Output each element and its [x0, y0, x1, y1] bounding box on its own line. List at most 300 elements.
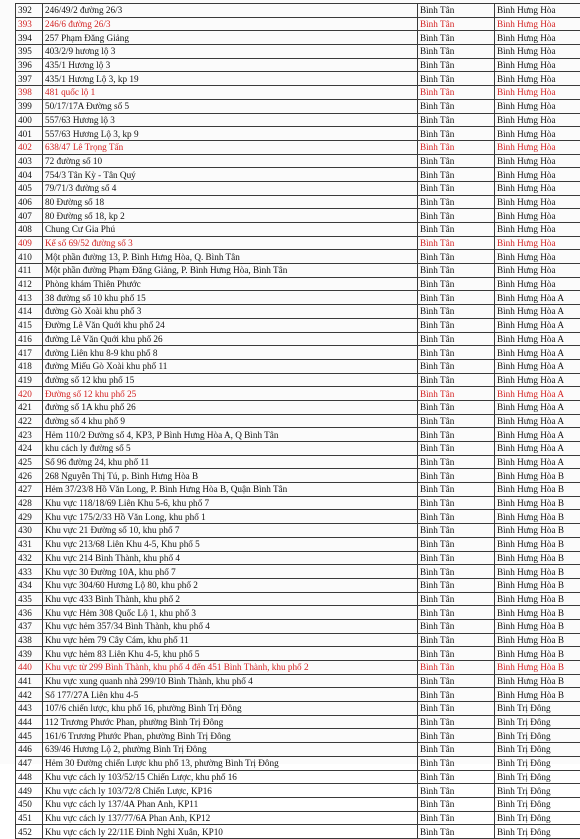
table-row	[16, 537, 580, 551]
row-number-cell: 403	[16, 154, 43, 168]
address-cell: Khu vực cách ly 22/11E Đinh Nghi Xuân, KP10	[43, 825, 418, 839]
ward-cell: Bình Hưng Hòa B	[495, 537, 580, 551]
row-number-cell: 446	[16, 743, 43, 757]
ward-cell: Bình Hưng Hòa	[495, 4, 580, 18]
address-cell: Khu vực Hẻm 308 Quốc Lộ 1, khu phố 3	[43, 606, 418, 620]
district-cell: Bình Tân	[418, 140, 495, 154]
district-cell: Bình Tân	[418, 127, 495, 141]
district-cell: Bình Tân	[418, 264, 495, 278]
row-number-cell: 428	[16, 496, 43, 510]
ward-cell: Bình Hưng Hòa	[495, 127, 580, 141]
district-cell: Bình Tân	[418, 797, 495, 811]
address-cell: Hẻm 30 Đường chiến Lược khu phố 13, phường Bình Trị Đông	[43, 756, 418, 770]
table-row	[16, 442, 580, 456]
table-row	[16, 674, 580, 688]
ward-cell: Bình Hưng Hòa	[495, 264, 580, 278]
district-cell: Bình Tân	[418, 592, 495, 606]
address-cell: Hẻm 37/23/8 Hồ Văn Long, P. Bình Hưng Hòa B, Quận Bình Tân	[43, 483, 418, 497]
address-cell: đường số 4 khu phố 9	[43, 414, 418, 428]
address-table	[15, 3, 580, 839]
address-cell: Khu vực 433 Bình Thành, khu phố 2	[43, 592, 418, 606]
row-number-cell: 450	[16, 797, 43, 811]
district-cell: Bình Tân	[418, 661, 495, 675]
address-cell: Khu vực xung quanh nhà 299/10 Bình Thành, khu phố 4	[43, 674, 418, 688]
ward-cell: Bình Hưng Hòa B	[495, 661, 580, 675]
ward-cell: Bình Hưng Hòa	[495, 277, 580, 291]
district-cell: Bình Tân	[418, 496, 495, 510]
district-cell: Bình Tân	[418, 565, 495, 579]
address-cell: đường Lê Văn Quới khu phố 26	[43, 332, 418, 346]
row-number-cell: 421	[16, 400, 43, 414]
row-number-cell: 393	[16, 17, 43, 31]
row-number-cell: 392	[16, 4, 43, 18]
address-cell: Số 177/27A Liên khu 4-5	[43, 688, 418, 702]
table-row	[16, 400, 580, 414]
ward-cell: Bình Hưng Hòa B	[495, 524, 580, 538]
address-cell: 435/1 Hương lộ 3	[43, 58, 418, 72]
district-cell: Bình Tân	[418, 784, 495, 798]
district-cell: Bình Tân	[418, 31, 495, 45]
address-cell: 481 quốc lộ 1	[43, 86, 418, 100]
row-number-cell: 430	[16, 524, 43, 538]
table-row	[16, 277, 580, 291]
district-cell: Bình Tân	[418, 455, 495, 469]
ward-cell: Bình Hưng Hòa	[495, 113, 580, 127]
ward-cell: Bình Hưng Hòa B	[495, 469, 580, 483]
table-row	[16, 619, 580, 633]
address-cell: Khu vực 21 Đường số 10, khu phố 7	[43, 524, 418, 538]
table-row	[16, 551, 580, 565]
table-row	[16, 346, 580, 360]
row-number-cell: 405	[16, 181, 43, 195]
ward-cell: Bình Hưng Hòa B	[495, 510, 580, 524]
table-row	[16, 647, 580, 661]
row-number-cell: 419	[16, 373, 43, 387]
district-cell: Bình Tân	[418, 236, 495, 250]
table-row	[16, 291, 580, 305]
address-cell: đường số 12 khu phố 15	[43, 373, 418, 387]
district-cell: Bình Tân	[418, 45, 495, 59]
address-cell: 50/17/17A Đường số 5	[43, 99, 418, 113]
ward-cell: Bình Trị Đông	[495, 729, 580, 743]
table-row	[16, 86, 580, 100]
row-number-cell: 438	[16, 633, 43, 647]
table-row	[16, 359, 580, 373]
district-cell: Bình Tân	[418, 756, 495, 770]
district-cell: Bình Tân	[418, 633, 495, 647]
row-number-cell: 444	[16, 715, 43, 729]
table-row	[16, 181, 580, 195]
address-cell: Khu vực từ 299 Bình Thành, khu phố 4 đến 451 Bình Thành, khu phố 2	[43, 661, 418, 675]
table-row	[16, 72, 580, 86]
ward-cell: Bình Hưng Hòa B	[495, 647, 580, 661]
district-cell: Bình Tân	[418, 4, 495, 18]
row-number-cell: 441	[16, 674, 43, 688]
table-row	[16, 510, 580, 524]
address-cell: Hẻm 110/2 Đường số 4, KP3, P Bình Hưng Hòa A, Q Bình Tân	[43, 428, 418, 442]
address-cell: 107/6 chiến lược, khu phố 16, phường Bình Trị Đông	[43, 702, 418, 716]
address-cell: 557/63 Hương Lộ 3, kp 9	[43, 127, 418, 141]
row-number-cell: 412	[16, 277, 43, 291]
ward-cell: Bình Hưng Hòa B	[495, 496, 580, 510]
table-row	[16, 387, 580, 401]
ward-cell: Bình Hưng Hòa	[495, 181, 580, 195]
row-number-cell: 431	[16, 537, 43, 551]
ward-cell: Bình Hưng Hòa A	[495, 428, 580, 442]
table-row	[16, 578, 580, 592]
row-number-cell: 415	[16, 318, 43, 332]
table-row	[16, 195, 580, 209]
ward-cell: Bình Hưng Hòa A	[495, 455, 580, 469]
address-cell: Khu vực 175/2/33 Hồ Văn Long, khu phố 1	[43, 510, 418, 524]
table-row	[16, 127, 580, 141]
ward-cell: Bình Hưng Hòa	[495, 168, 580, 182]
row-number-cell: 394	[16, 31, 43, 45]
district-cell: Bình Tân	[418, 510, 495, 524]
row-number-cell: 435	[16, 592, 43, 606]
address-cell: đường Liên khu 8-9 khu phố 8	[43, 346, 418, 360]
table-row	[16, 414, 580, 428]
table-row	[16, 756, 580, 770]
district-cell: Bình Tân	[418, 729, 495, 743]
row-number-cell: 399	[16, 99, 43, 113]
district-cell: Bình Tân	[418, 537, 495, 551]
address-cell: 161/6 Trương Phước Phan, phường Bình Trị Đông	[43, 729, 418, 743]
ward-cell: Bình Hưng Hòa	[495, 31, 580, 45]
district-cell: Bình Tân	[418, 770, 495, 784]
table-row	[16, 715, 580, 729]
district-cell: Bình Tân	[418, 674, 495, 688]
district-cell: Bình Tân	[418, 606, 495, 620]
ward-cell: Bình Hưng Hòa B	[495, 578, 580, 592]
ward-cell: Bình Hưng Hòa	[495, 209, 580, 223]
table-row	[16, 743, 580, 757]
row-number-cell: 408	[16, 223, 43, 237]
address-cell: Khu vực 30 Đường 10A, khu phố 7	[43, 565, 418, 579]
row-number-cell: 411	[16, 264, 43, 278]
district-cell: Bình Tân	[418, 154, 495, 168]
address-cell: 435/1 Hương Lộ 3, kp 19	[43, 72, 418, 86]
district-cell: Bình Tân	[418, 442, 495, 456]
table-row	[16, 524, 580, 538]
table-row	[16, 4, 580, 18]
address-cell: 38 đường số 10 khu phố 15	[43, 291, 418, 305]
district-cell: Bình Tân	[418, 181, 495, 195]
address-cell: Một phần đường Phạm Đăng Giảng, P. Bình Hưng Hòa, Bình Tân	[43, 264, 418, 278]
ward-cell: Bình Trị Đông	[495, 702, 580, 716]
ward-cell: Bình Hưng Hòa	[495, 58, 580, 72]
address-cell: Kế số 69/52 đường số 3	[43, 236, 418, 250]
table-row	[16, 45, 580, 59]
ward-cell: Bình Hưng Hòa	[495, 140, 580, 154]
district-cell: Bình Tân	[418, 359, 495, 373]
address-cell: đường Miếu Gò Xoài khu phố 11	[43, 359, 418, 373]
ward-cell: Bình Trị Đông	[495, 756, 580, 770]
address-cell: 557/63 Hương lộ 3	[43, 113, 418, 127]
district-cell: Bình Tân	[418, 209, 495, 223]
district-cell: Bình Tân	[418, 688, 495, 702]
district-cell: Bình Tân	[418, 305, 495, 319]
table-row	[16, 209, 580, 223]
district-cell: Bình Tân	[418, 578, 495, 592]
ward-cell: Bình Hưng Hòa A	[495, 346, 580, 360]
address-cell: Khu vực 213/68 Liên Khu 4-5, Khu phố 5	[43, 537, 418, 551]
district-cell: Bình Tân	[418, 524, 495, 538]
row-number-cell: 418	[16, 359, 43, 373]
ward-cell: Bình Hưng Hòa A	[495, 305, 580, 319]
address-cell: Đường Lê Văn Quới khu phố 24	[43, 318, 418, 332]
table-row	[16, 168, 580, 182]
address-cell: Khu vực cách ly 103/72/8 Chiến Lược, KP16	[43, 784, 418, 798]
ward-cell: Bình Hưng Hòa	[495, 154, 580, 168]
table-row	[16, 770, 580, 784]
row-number-cell: 445	[16, 729, 43, 743]
ward-cell: Bình Hưng Hòa B	[495, 551, 580, 565]
address-cell: 80 Đường số 18	[43, 195, 418, 209]
district-cell: Bình Tân	[418, 373, 495, 387]
address-cell: khu cách ly đường số 5	[43, 442, 418, 456]
district-cell: Bình Tân	[418, 250, 495, 264]
district-cell: Bình Tân	[418, 277, 495, 291]
ward-cell: Bình Trị Đông	[495, 770, 580, 784]
district-cell: Bình Tân	[418, 483, 495, 497]
row-number-cell: 422	[16, 414, 43, 428]
address-cell: Khu vực 214 Bình Thành, khu phố 4	[43, 551, 418, 565]
ward-cell: Bình Hưng Hòa A	[495, 373, 580, 387]
row-number-cell: 395	[16, 45, 43, 59]
address-cell: 639/46 Hương Lộ 2, phường Bình Trị Đông	[43, 743, 418, 757]
table-row	[16, 332, 580, 346]
ward-cell: Bình Hưng Hòa B	[495, 619, 580, 633]
district-cell: Bình Tân	[418, 825, 495, 839]
ward-cell: Bình Hưng Hòa B	[495, 606, 580, 620]
row-number-cell: 402	[16, 140, 43, 154]
row-number-cell: 409	[16, 236, 43, 250]
ward-cell: Bình Hưng Hòa A	[495, 414, 580, 428]
address-cell: Khu vực cách ly 137/77/6A Phan Anh, KP12	[43, 811, 418, 825]
table-row	[16, 633, 580, 647]
district-cell: Bình Tân	[418, 195, 495, 209]
district-cell: Bình Tân	[418, 551, 495, 565]
ward-cell: Bình Hưng Hòa A	[495, 291, 580, 305]
table-row	[16, 305, 580, 319]
table-row	[16, 784, 580, 798]
ward-cell: Bình Hưng Hòa	[495, 86, 580, 100]
table-row	[16, 702, 580, 716]
ward-cell: Bình Trị Đông	[495, 743, 580, 757]
district-cell: Bình Tân	[418, 318, 495, 332]
district-cell: Bình Tân	[418, 168, 495, 182]
district-cell: Bình Tân	[418, 702, 495, 716]
district-cell: Bình Tân	[418, 332, 495, 346]
address-cell: 246/49/2 đường 26/3	[43, 4, 418, 18]
ward-cell: Bình Hưng Hòa A	[495, 318, 580, 332]
address-cell: 754/3 Tân Kỳ - Tân Quý	[43, 168, 418, 182]
table-row	[16, 318, 580, 332]
ward-cell: Bình Hưng Hòa A	[495, 332, 580, 346]
table-row	[16, 154, 580, 168]
row-number-cell: 447	[16, 756, 43, 770]
row-number-cell: 400	[16, 113, 43, 127]
ward-cell: Bình Trị Đông	[495, 797, 580, 811]
address-cell: Phòng khám Thiên Phước	[43, 277, 418, 291]
row-number-cell: 442	[16, 688, 43, 702]
table-row	[16, 606, 580, 620]
row-number-cell: 440	[16, 661, 43, 675]
row-number-cell: 443	[16, 702, 43, 716]
table-row	[16, 99, 580, 113]
address-cell: 80 Đường số 18, kp 2	[43, 209, 418, 223]
row-number-cell: 420	[16, 387, 43, 401]
table-row	[16, 455, 580, 469]
address-cell: 112 Trương Phước Phan, phường Bình Trị Đông	[43, 715, 418, 729]
district-cell: Bình Tân	[418, 113, 495, 127]
row-number-cell: 426	[16, 469, 43, 483]
ward-cell: Bình Hưng Hòa A	[495, 442, 580, 456]
row-number-cell: 414	[16, 305, 43, 319]
row-number-cell: 410	[16, 250, 43, 264]
address-cell: đường Gò Xoài khu phố 3	[43, 305, 418, 319]
district-cell: Bình Tân	[418, 17, 495, 31]
district-cell: Bình Tân	[418, 428, 495, 442]
ward-cell: Bình Hưng Hòa	[495, 17, 580, 31]
row-number-cell: 451	[16, 811, 43, 825]
row-number-cell: 407	[16, 209, 43, 223]
table-row	[16, 140, 580, 154]
address-cell: 79/71/3 đường số 4	[43, 181, 418, 195]
address-cell: Khu vực cách ly 137/4A Phan Anh, KP11	[43, 797, 418, 811]
table-row	[16, 264, 580, 278]
row-number-cell: 417	[16, 346, 43, 360]
ward-cell: Bình Hưng Hòa B	[495, 633, 580, 647]
table-row	[16, 592, 580, 606]
ward-cell: Bình Hưng Hòa B	[495, 688, 580, 702]
ward-cell: Bình Trị Đông	[495, 811, 580, 825]
table-row	[16, 661, 580, 675]
address-cell: Khu vực hẻm 357/34 Bình Thành, khu phố 4	[43, 619, 418, 633]
district-cell: Bình Tân	[418, 811, 495, 825]
row-number-cell: 416	[16, 332, 43, 346]
table-row	[16, 729, 580, 743]
table-row	[16, 825, 580, 839]
address-cell: 72 đường số 10	[43, 154, 418, 168]
address-cell: Khu vực 304/60 Hương Lộ 80, khu phố 2	[43, 578, 418, 592]
district-cell: Bình Tân	[418, 223, 495, 237]
row-number-cell: 404	[16, 168, 43, 182]
district-cell: Bình Tân	[418, 346, 495, 360]
table-row	[16, 17, 580, 31]
address-cell: 246/6 đường 26/3	[43, 17, 418, 31]
district-cell: Bình Tân	[418, 647, 495, 661]
table-row	[16, 236, 580, 250]
ward-cell: Bình Hưng Hòa	[495, 45, 580, 59]
district-cell: Bình Tân	[418, 469, 495, 483]
row-number-cell: 398	[16, 86, 43, 100]
table-row	[16, 31, 580, 45]
address-cell: đường số 1A khu phố 26	[43, 400, 418, 414]
table-row	[16, 483, 580, 497]
ward-cell: Bình Hưng Hòa	[495, 223, 580, 237]
address-cell: Khu vực 118/18/69 Liên Khu 5-6, khu phố 7	[43, 496, 418, 510]
address-cell: Số 96 đường 24, khu phố 11	[43, 455, 418, 469]
district-cell: Bình Tân	[418, 291, 495, 305]
row-number-cell: 425	[16, 455, 43, 469]
row-number-cell: 437	[16, 619, 43, 633]
table-row	[16, 469, 580, 483]
table-row	[16, 58, 580, 72]
address-cell: 403/2/9 hương lộ 3	[43, 45, 418, 59]
district-cell: Bình Tân	[418, 619, 495, 633]
ward-cell: Bình Hưng Hòa B	[495, 592, 580, 606]
ward-cell: Bình Hưng Hòa B	[495, 565, 580, 579]
address-cell: Khu vực hẻm 79 Cây Cám, khu phố 11	[43, 633, 418, 647]
district-cell: Bình Tân	[418, 387, 495, 401]
table-row	[16, 113, 580, 127]
address-cell: Chung Cư Gia Phú	[43, 223, 418, 237]
table-row	[16, 223, 580, 237]
row-number-cell: 427	[16, 483, 43, 497]
address-cell: 257 Phạm Đăng Giảng	[43, 31, 418, 45]
row-number-cell: 423	[16, 428, 43, 442]
table-body	[16, 4, 580, 839]
table-row	[16, 688, 580, 702]
address-cell: 638/47 Lê Trọng Tấn	[43, 140, 418, 154]
row-number-cell: 436	[16, 606, 43, 620]
ward-cell: Bình Hưng Hòa A	[495, 400, 580, 414]
address-cell: Đường số 12 khu phố 25	[43, 387, 418, 401]
row-number-cell: 406	[16, 195, 43, 209]
row-number-cell: 401	[16, 127, 43, 141]
row-number-cell: 433	[16, 565, 43, 579]
district-cell: Bình Tân	[418, 99, 495, 113]
district-cell: Bình Tân	[418, 86, 495, 100]
ward-cell: Bình Hưng Hòa	[495, 250, 580, 264]
table-row	[16, 428, 580, 442]
row-number-cell: 413	[16, 291, 43, 305]
table-row	[16, 373, 580, 387]
ward-cell: Bình Hưng Hòa A	[495, 387, 580, 401]
row-number-cell: 432	[16, 551, 43, 565]
table-row	[16, 565, 580, 579]
district-cell: Bình Tân	[418, 715, 495, 729]
row-number-cell: 448	[16, 770, 43, 784]
district-cell: Bình Tân	[418, 414, 495, 428]
district-cell: Bình Tân	[418, 743, 495, 757]
row-number-cell: 449	[16, 784, 43, 798]
address-cell: 268 Nguyễn Thị Tú, p. Bình Hưng Hòa B	[43, 469, 418, 483]
table-row	[16, 797, 580, 811]
ward-cell: Bình Hưng Hòa	[495, 195, 580, 209]
row-number-cell: 396	[16, 58, 43, 72]
ward-cell: Bình Hưng Hòa	[495, 236, 580, 250]
row-number-cell: 434	[16, 578, 43, 592]
ward-cell: Bình Hưng Hòa	[495, 72, 580, 86]
table-row	[16, 496, 580, 510]
table-row	[16, 250, 580, 264]
row-number-cell: 424	[16, 442, 43, 456]
district-cell: Bình Tân	[418, 72, 495, 86]
row-number-cell: 429	[16, 510, 43, 524]
ward-cell: Bình Hưng Hòa B	[495, 674, 580, 688]
row-number-cell: 397	[16, 72, 43, 86]
ward-cell: Bình Hưng Hòa A	[495, 359, 580, 373]
ward-cell: Bình Hưng Hòa B	[495, 483, 580, 497]
ward-cell: Bình Trị Đông	[495, 825, 580, 839]
row-number-cell: 452	[16, 825, 43, 839]
district-cell: Bình Tân	[418, 58, 495, 72]
address-cell: Khu vực hẻm 83 Liên Khu 4-5, khu phố 5	[43, 647, 418, 661]
table-row	[16, 811, 580, 825]
